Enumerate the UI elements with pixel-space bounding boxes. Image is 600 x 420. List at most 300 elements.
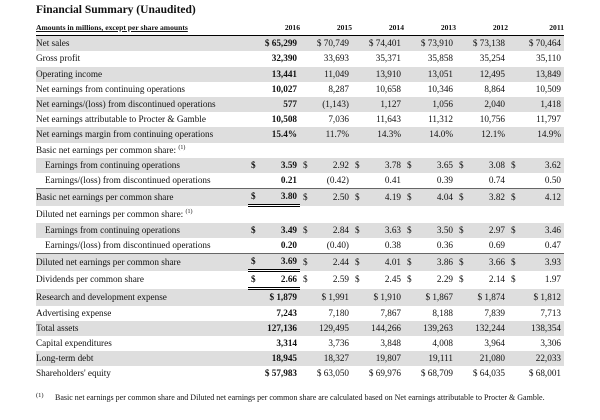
value-cell-current: 13,441	[260, 67, 300, 82]
currency-cell	[404, 127, 416, 142]
value-cell	[364, 143, 404, 158]
row-label-text: Capital expenditures	[36, 338, 112, 349]
currency-cell	[456, 112, 468, 127]
year-header: 2014	[352, 20, 404, 36]
currency-cell	[248, 366, 260, 381]
currency-cell	[508, 143, 520, 158]
currency-cell	[300, 143, 312, 158]
value-cell: $ 68,001	[528, 368, 561, 379]
value-cell: 2.50	[312, 189, 352, 206]
currency-cell	[352, 351, 364, 366]
value-cell: 139,263	[416, 321, 456, 336]
currency-cell: $	[456, 158, 468, 173]
currency-cell	[508, 206, 520, 223]
currency-cell: $	[300, 158, 312, 173]
currency-cell	[404, 82, 416, 97]
value-cell-current	[260, 143, 300, 158]
header-label: Amounts in millions, except per share amounts	[36, 20, 248, 36]
value-cell: 3.78	[364, 158, 404, 173]
value-cell: 10,346	[427, 83, 453, 94]
row-label	[36, 238, 248, 254]
currency-cell: $	[300, 223, 312, 238]
row-label	[36, 112, 248, 127]
currency-cell: $	[404, 223, 416, 238]
value-cell: 7,839	[484, 307, 505, 318]
row-label	[36, 82, 248, 97]
row-label-text: Operating income	[36, 68, 103, 79]
currency-cell	[404, 321, 416, 336]
currency-cell	[248, 351, 260, 366]
table-row	[36, 51, 564, 66]
currency-cell	[508, 173, 520, 189]
value-cell: 4.12	[520, 189, 564, 206]
value-cell: 3.08	[468, 158, 508, 173]
currency-cell	[248, 336, 260, 351]
row-label	[36, 67, 248, 82]
value-cell: 12,495	[468, 67, 508, 82]
currency-cell	[248, 206, 260, 223]
row-label-text: Earnings from continuing operations	[45, 159, 180, 170]
value-cell-current: 7,243	[276, 307, 297, 318]
currency-cell	[248, 127, 260, 142]
currency-cell: $	[404, 254, 416, 271]
value-cell: 3.93	[520, 254, 564, 271]
currency-cell: $	[352, 254, 364, 271]
value-cell: 0.69	[468, 238, 508, 254]
table-row	[36, 189, 564, 206]
currency-cell	[248, 97, 260, 112]
value-cell: 2.84	[312, 223, 352, 238]
currency-cell: $	[300, 189, 312, 206]
value-cell-current: 0.20	[260, 238, 300, 254]
row-label	[36, 223, 248, 238]
currency-cell	[456, 36, 468, 52]
value-cell: $ 73,910	[416, 36, 456, 52]
currency-cell	[300, 306, 312, 321]
value-cell: 13,849	[520, 67, 564, 82]
value-cell: $ 70,464	[520, 36, 564, 52]
row-label-text: Net earnings from continuing operations	[36, 83, 186, 94]
currency-cell: $	[352, 223, 364, 238]
currency-cell	[248, 51, 260, 66]
row-label	[36, 158, 248, 173]
currency-cell: $	[456, 254, 468, 271]
row-label-text: Diluted net earnings per common share:	[36, 208, 184, 219]
value-cell: 3.65	[416, 158, 456, 173]
value-cell: 3,736	[328, 338, 349, 349]
value-cell: 0.47	[520, 238, 564, 254]
value-cell: 1,127	[364, 97, 404, 112]
currency-cell	[404, 36, 416, 52]
value-cell: 8,864	[484, 83, 505, 94]
table-row	[36, 112, 564, 127]
value-cell-current: 3.69	[260, 254, 300, 271]
value-cell: 14.0%	[416, 127, 456, 142]
value-cell: 10,509	[535, 83, 561, 94]
currency-cell: $	[508, 158, 520, 173]
currency-cell	[404, 112, 416, 127]
table-row	[36, 97, 564, 112]
year-header: 2015	[300, 20, 352, 36]
currency-cell	[352, 67, 364, 82]
value-cell: 3.62	[520, 158, 564, 173]
row-label	[36, 173, 248, 189]
currency-cell: $	[300, 254, 312, 271]
row-label	[36, 206, 248, 223]
value-cell-current: 3.80	[260, 189, 300, 206]
currency-cell	[352, 143, 364, 158]
currency-cell	[300, 206, 312, 223]
currency-cell	[300, 238, 312, 254]
value-cell	[312, 206, 352, 223]
value-cell: 1.97	[544, 274, 561, 285]
footnote-text: Basic net earnings per common share and Diluted net earnings per common share are calculated based on Net earnings attributable to Procter & Gamble.	[55, 393, 545, 402]
value-cell: $ 63,050	[316, 368, 349, 379]
value-cell: $ 64,035	[472, 368, 505, 379]
currency-cell	[248, 321, 260, 336]
footnote-ref: (1)	[185, 208, 193, 215]
value-cell: 18,327	[312, 351, 352, 366]
currency-cell	[248, 112, 260, 127]
row-label-text: Advertising expense	[36, 307, 112, 318]
table-row	[36, 82, 564, 97]
currency-cell	[508, 67, 520, 82]
currency-cell	[456, 97, 468, 112]
year-header: 2011	[508, 20, 564, 36]
currency-cell	[404, 289, 416, 306]
row-label-text: Earnings from continuing operations	[45, 224, 180, 235]
value-cell: (0.40)	[312, 238, 352, 254]
currency-cell	[404, 67, 416, 82]
value-cell: 2.44	[312, 254, 352, 271]
value-cell-current: 577	[260, 97, 300, 112]
value-cell	[416, 143, 456, 158]
currency-cell	[248, 67, 260, 82]
currency-cell	[508, 127, 520, 142]
row-label	[36, 254, 248, 271]
currency-cell: $	[456, 189, 468, 206]
value-cell: 11,643	[376, 114, 401, 125]
currency-cell	[404, 238, 416, 254]
currency-cell	[456, 67, 468, 82]
currency-cell: $	[352, 158, 364, 173]
page-title: Financial Summary (Unaudited)	[36, 4, 196, 16]
table-row	[36, 306, 564, 321]
currency-cell	[508, 366, 520, 381]
currency-cell: $	[248, 223, 260, 238]
table-row	[36, 67, 564, 82]
table-body	[36, 36, 564, 382]
row-label	[36, 36, 248, 52]
value-cell: 11.7%	[312, 127, 352, 142]
table-row	[36, 127, 564, 142]
value-cell: 3.82	[468, 189, 508, 206]
value-cell: $ 1,991	[312, 289, 352, 306]
table-row	[36, 173, 564, 189]
table-row	[36, 271, 564, 289]
currency-cell	[456, 173, 468, 189]
value-cell: $ 1,812	[520, 289, 564, 306]
value-cell: 129,495	[312, 321, 352, 336]
currency-cell	[352, 97, 364, 112]
value-cell-current: 0.21	[260, 173, 300, 189]
table-row	[36, 351, 564, 366]
currency-cell	[456, 82, 468, 97]
currency-cell	[248, 173, 260, 189]
currency-cell	[300, 97, 312, 112]
value-cell: 3,848	[380, 338, 401, 349]
financial-summary-table	[36, 20, 564, 382]
value-cell: 3.50	[416, 223, 456, 238]
currency-cell	[352, 112, 364, 127]
value-cell: 7,036	[328, 114, 349, 125]
currency-cell	[300, 336, 312, 351]
currency-cell	[456, 206, 468, 223]
value-cell: 3.63	[364, 223, 404, 238]
value-cell: 3.86	[416, 254, 456, 271]
value-cell-current: 3.59	[260, 158, 300, 173]
row-label-text: Earnings/(loss) from discontinued operations	[45, 175, 211, 186]
currency-cell	[456, 306, 468, 321]
currency-cell	[352, 173, 364, 189]
value-cell: 138,354	[520, 321, 564, 336]
value-cell: 7,180	[328, 307, 349, 318]
footnote-mark: (1)	[36, 392, 44, 399]
row-label-text: Basic net earnings per common share:	[36, 144, 177, 155]
currency-cell: $	[248, 158, 260, 173]
value-cell-current: 3,314	[276, 338, 297, 349]
row-label	[36, 336, 248, 351]
value-cell-current: 2.66	[260, 271, 300, 289]
value-cell-current: 18,945	[260, 351, 300, 366]
currency-cell	[300, 366, 312, 381]
value-cell: 7,713	[540, 307, 561, 318]
value-cell: 10,756	[479, 114, 505, 125]
value-cell-current: 10,027	[271, 83, 297, 94]
value-cell: 19,111	[416, 351, 456, 366]
value-cell-current: $ 57,983	[264, 368, 297, 379]
currency-cell	[508, 306, 520, 321]
table-row	[36, 336, 564, 351]
currency-cell	[300, 82, 312, 97]
value-cell	[468, 206, 508, 223]
value-cell: 13,910	[364, 67, 404, 82]
value-cell: (1,143)	[312, 97, 352, 112]
row-label	[36, 127, 248, 142]
value-cell: 132,244	[468, 321, 508, 336]
currency-cell: $	[404, 158, 416, 173]
row-label-text: Long-term debt	[36, 353, 94, 364]
currency-cell: $	[248, 271, 260, 289]
year-header: 2013	[404, 20, 456, 36]
currency-cell	[508, 97, 520, 112]
value-cell: $ 69,976	[368, 368, 401, 379]
currency-cell: $	[355, 274, 360, 285]
currency-cell	[300, 51, 312, 66]
value-cell: 4,008	[432, 338, 453, 349]
value-cell: 3,964	[484, 338, 505, 349]
currency-cell	[404, 306, 416, 321]
value-cell-current: 127,136	[260, 321, 300, 336]
value-cell: 21,080	[468, 351, 508, 366]
row-label-text: Net earnings attributable to Procter & Gamble	[36, 114, 206, 125]
currency-cell	[352, 366, 364, 381]
value-cell: $ 1,867	[416, 289, 456, 306]
value-cell: 13,051	[416, 67, 456, 82]
currency-cell	[404, 143, 416, 158]
value-cell: 2.45	[384, 274, 401, 285]
footnote-ref: (1)	[178, 144, 186, 151]
value-cell: 11,797	[536, 114, 561, 125]
value-cell: 14.3%	[364, 127, 404, 142]
row-label-text: Basic net earnings per common share	[36, 191, 174, 202]
value-cell: 11,049	[312, 67, 352, 82]
currency-cell: $	[352, 189, 364, 206]
currency-cell	[508, 238, 520, 254]
row-label	[36, 321, 248, 336]
value-cell: (0.42)	[312, 173, 352, 189]
currency-cell: $	[303, 274, 308, 285]
table-row	[36, 366, 564, 381]
currency-cell	[508, 82, 520, 97]
currency-cell	[508, 112, 520, 127]
currency-cell: $	[511, 274, 516, 285]
value-cell-current: 32,390	[271, 53, 297, 64]
currency-cell	[300, 289, 312, 306]
currency-cell	[352, 306, 364, 321]
value-cell: $ 1,874	[468, 289, 508, 306]
currency-cell: $	[459, 274, 464, 285]
currency-cell	[300, 351, 312, 366]
value-cell: 2.29	[436, 274, 453, 285]
value-cell: 3.66	[468, 254, 508, 271]
value-cell: 8,188	[432, 307, 453, 318]
value-cell	[520, 143, 564, 158]
currency-cell	[352, 336, 364, 351]
currency-cell	[352, 82, 364, 97]
currency-cell	[456, 238, 468, 254]
value-cell	[468, 143, 508, 158]
table-row	[36, 289, 564, 306]
currency-cell: $	[248, 189, 260, 206]
row-label-text: Shareholders' equity	[36, 368, 111, 379]
row-label	[36, 143, 248, 158]
row-label-text: Gross profit	[36, 53, 81, 64]
currency-cell	[508, 321, 520, 336]
currency-cell: $	[508, 223, 520, 238]
value-cell: 0.74	[468, 173, 508, 189]
currency-cell	[300, 112, 312, 127]
currency-cell	[404, 173, 416, 189]
row-label	[36, 366, 248, 381]
currency-cell	[404, 206, 416, 223]
value-cell-current	[260, 206, 300, 223]
row-label	[36, 306, 248, 321]
value-cell	[416, 206, 456, 223]
value-cell: 35,371	[375, 53, 401, 64]
value-cell: 10,658	[375, 83, 401, 94]
value-cell: 2.14	[488, 274, 505, 285]
value-cell: 2,040	[468, 97, 508, 112]
value-cell: 35,110	[536, 53, 561, 64]
currency-cell	[508, 336, 520, 351]
value-cell-current: 15.4%	[260, 127, 300, 142]
currency-cell	[248, 238, 260, 254]
currency-cell	[404, 51, 416, 66]
row-label	[36, 289, 248, 306]
value-cell: 144,266	[364, 321, 404, 336]
currency-cell	[404, 97, 416, 112]
value-cell: 35,254	[479, 53, 505, 64]
currency-cell	[456, 127, 468, 142]
value-cell-current: 10,508	[271, 114, 297, 125]
row-label-text: Diluted net earnings per common share	[36, 256, 181, 267]
currency-cell	[300, 127, 312, 142]
value-cell: 1,056	[416, 97, 456, 112]
currency-cell	[352, 127, 364, 142]
value-cell: 2.92	[312, 158, 352, 173]
currency-cell: $	[404, 189, 416, 206]
value-cell: 2.97	[468, 223, 508, 238]
row-label	[36, 51, 248, 66]
value-cell: 4.01	[364, 254, 404, 271]
table-row	[36, 143, 564, 158]
currency-cell	[456, 289, 468, 306]
value-cell: 3,306	[540, 338, 561, 349]
currency-cell	[248, 306, 260, 321]
currency-cell	[404, 366, 416, 381]
row-label	[36, 351, 248, 366]
value-cell: 0.41	[364, 173, 404, 189]
row-label-text: Research and development expense	[36, 291, 167, 302]
row-label	[36, 97, 248, 112]
value-cell: 14.9%	[520, 127, 564, 142]
row-label	[36, 189, 248, 206]
currency-cell	[508, 51, 520, 66]
currency-cell	[508, 289, 520, 306]
value-cell: 4.04	[416, 189, 456, 206]
value-cell: 22,033	[520, 351, 564, 366]
table-row	[36, 36, 564, 52]
row-label-text: Net earnings/(loss) from discontinued operations	[36, 99, 216, 110]
currency-cell	[508, 36, 520, 52]
currency-cell	[508, 351, 520, 366]
value-cell	[312, 143, 352, 158]
value-cell: 0.36	[416, 238, 456, 254]
currency-cell	[300, 36, 312, 52]
value-cell: $ 74,401	[364, 36, 404, 52]
table-row	[36, 238, 564, 254]
value-cell: 3.46	[520, 223, 564, 238]
value-cell-current: $ 65,299	[260, 36, 300, 52]
header-row	[36, 20, 564, 36]
year-header: 2016	[248, 20, 300, 36]
value-cell: 35,858	[427, 53, 453, 64]
row-label	[36, 271, 248, 289]
value-cell	[520, 206, 564, 223]
table-row	[36, 206, 564, 223]
value-cell: 12.1%	[468, 127, 508, 142]
currency-cell	[456, 51, 468, 66]
row-label-text: Total assets	[36, 322, 79, 333]
value-cell: 0.39	[416, 173, 456, 189]
currency-cell	[352, 238, 364, 254]
currency-cell	[248, 82, 260, 97]
table-row	[36, 321, 564, 336]
currency-cell	[352, 289, 364, 306]
row-label-text: Net earnings margin from continuing operations	[36, 129, 214, 140]
currency-cell	[300, 173, 312, 189]
